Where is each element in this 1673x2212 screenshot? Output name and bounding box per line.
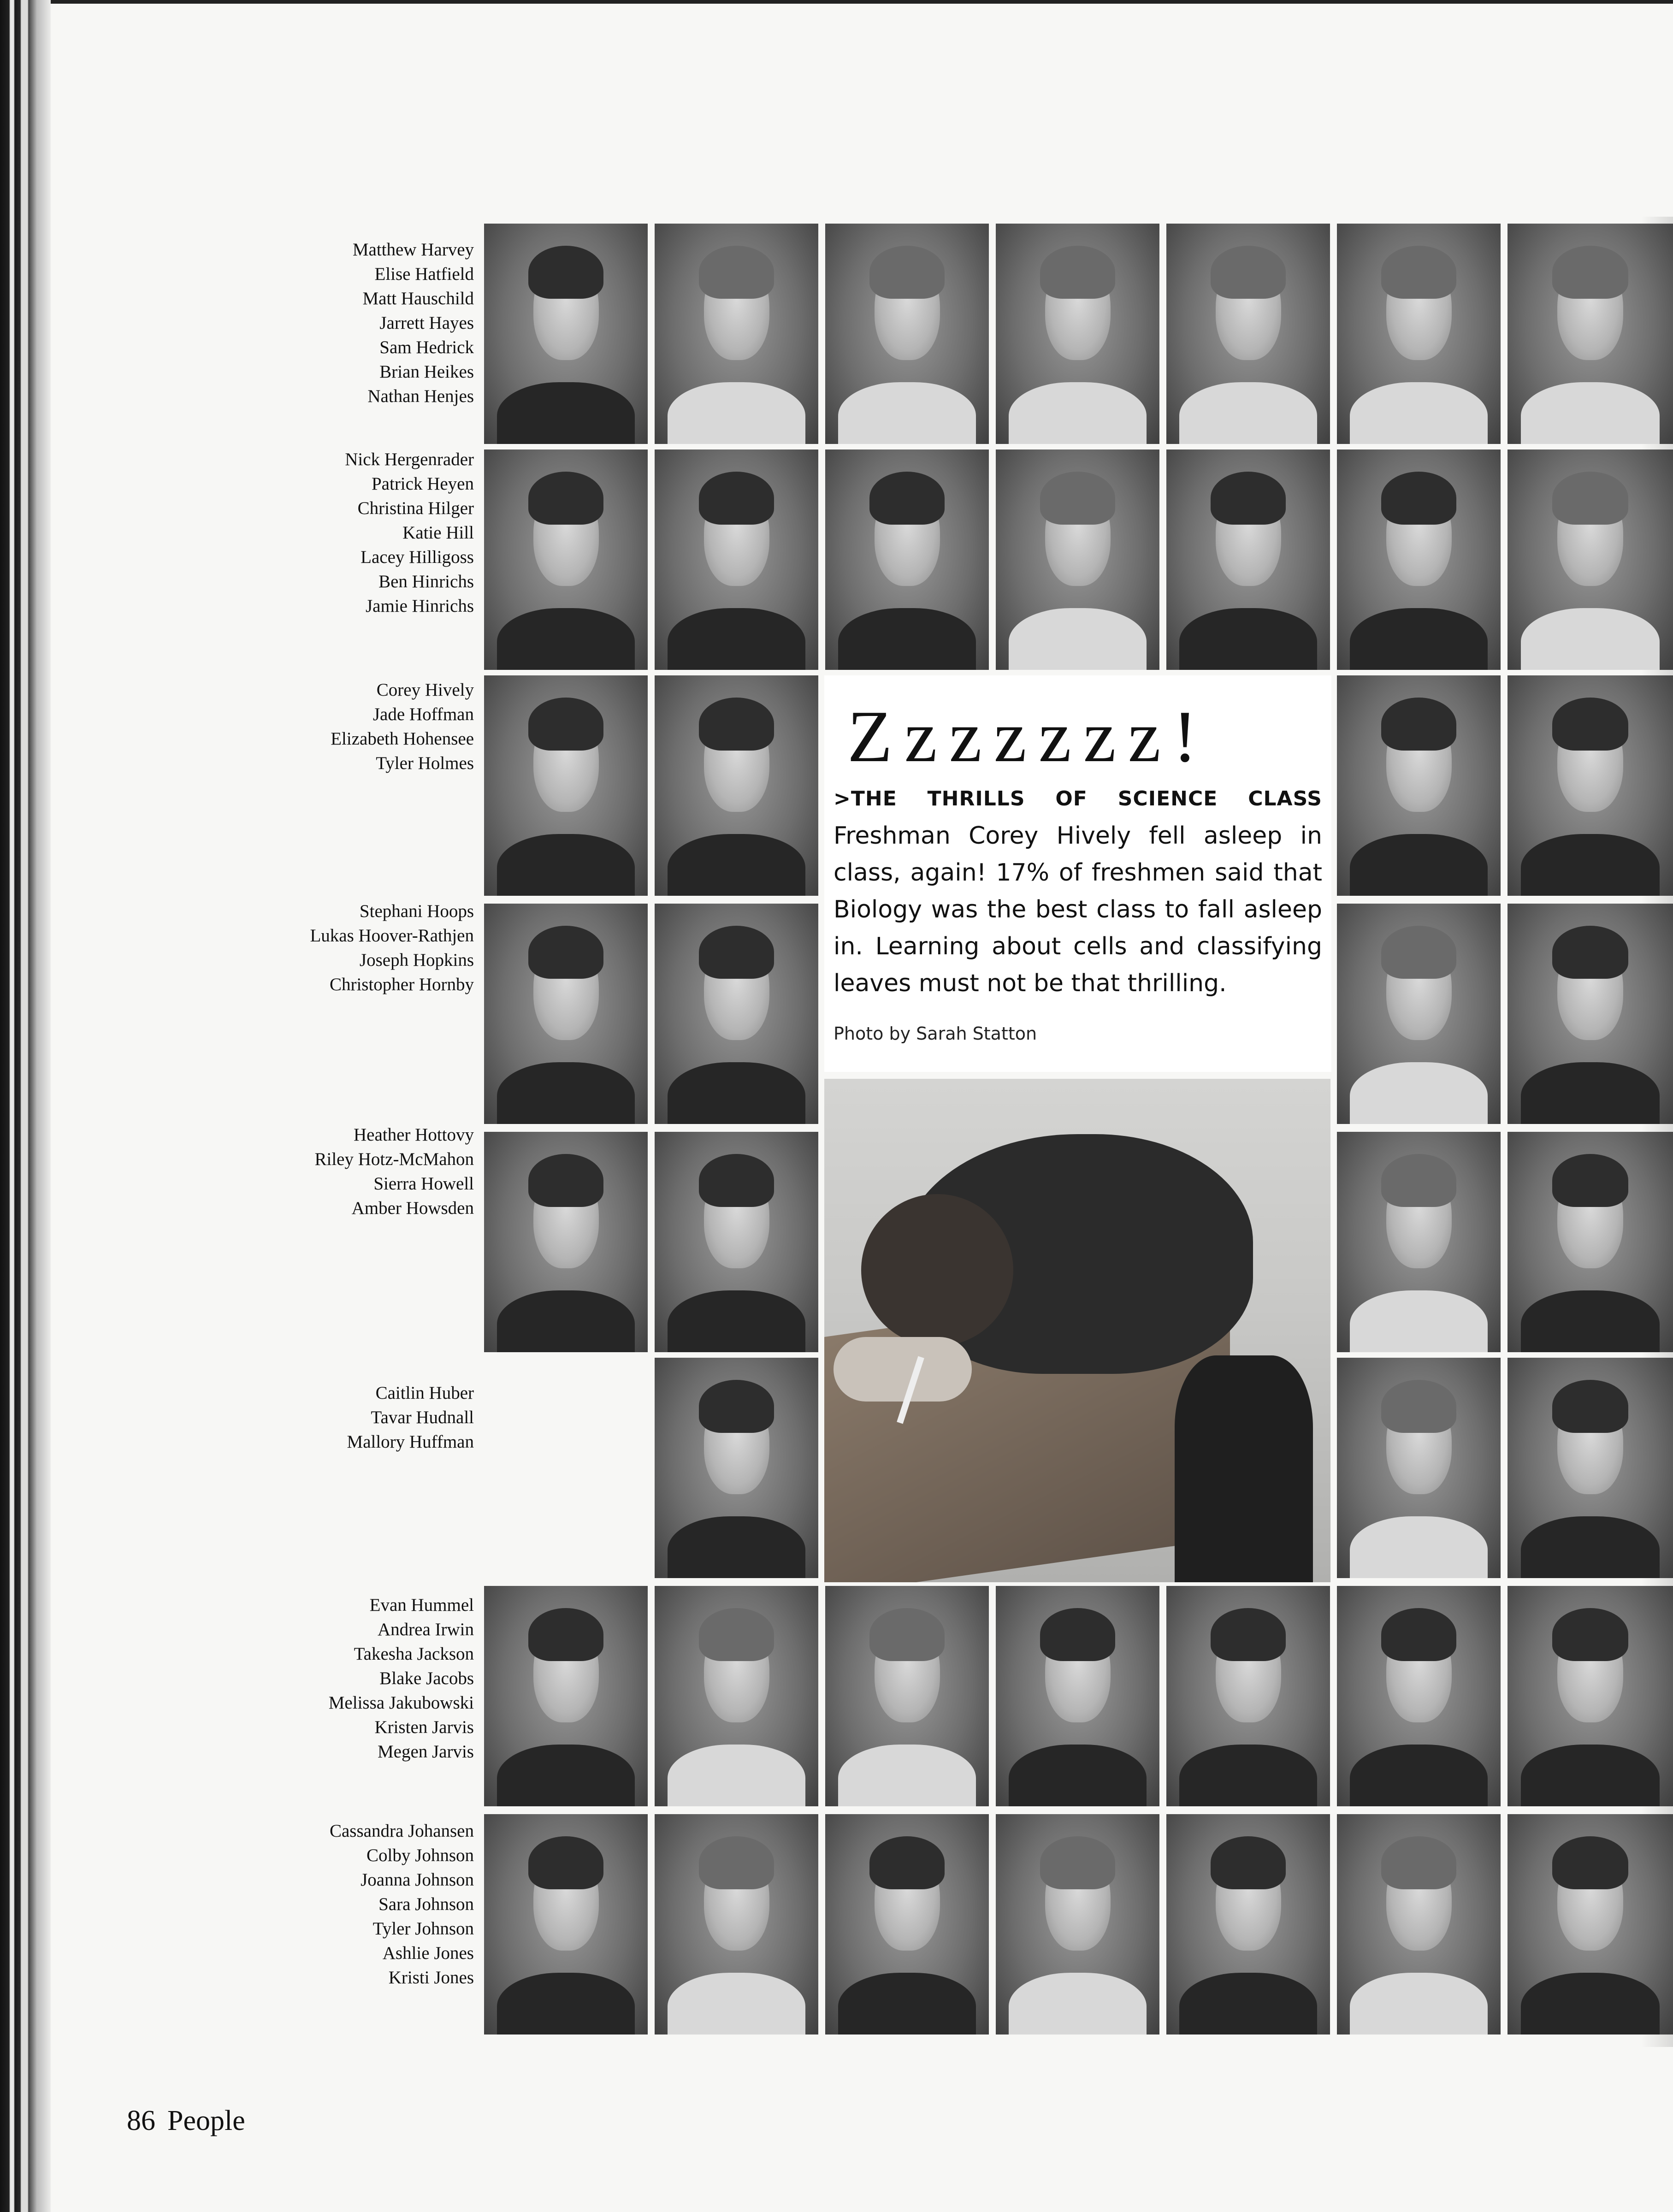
student-portrait	[1507, 1358, 1673, 1578]
student-portrait	[1507, 449, 1673, 670]
portrait-shoulders-shape	[1350, 382, 1487, 444]
student-portrait	[1337, 675, 1501, 896]
feature-body-text: Freshman Corey Hively fell asleep in class, again! 17% of freshmen said that Biology was the best class to fall asleep in. Learning about cells and classifying leaves must not be that thrilling.	[834, 822, 1322, 997]
portrait-shoulders-shape	[838, 382, 975, 444]
student-name: Blake Jacobs	[379, 1668, 474, 1688]
section-name: People	[167, 2105, 245, 2136]
portrait-hair-shape	[1552, 1608, 1628, 1661]
portrait-hair-shape	[699, 246, 774, 299]
portrait-shoulders-shape	[838, 1745, 975, 1806]
page-top-edge	[0, 0, 1673, 4]
portrait-hair-shape	[869, 1836, 945, 1889]
student-name: Sierra Howell	[373, 1174, 474, 1194]
student-portrait	[1507, 904, 1673, 1124]
portrait-shoulders-shape	[668, 1973, 805, 2035]
portrait-shoulders-shape	[1521, 834, 1660, 896]
portrait-shoulders-shape	[668, 1745, 805, 1806]
student-portrait	[484, 449, 648, 670]
student-portrait	[484, 224, 648, 444]
portrait-hair-shape	[1040, 1836, 1115, 1889]
student-portrait	[1337, 1814, 1501, 2035]
student-name: Nick Hergenrader	[345, 449, 474, 469]
portrait-shoulders-shape	[1521, 1973, 1660, 2035]
portrait-shoulders-shape	[1179, 1745, 1317, 1806]
portrait-shoulders-shape	[1521, 1062, 1660, 1124]
student-portrait	[825, 1814, 989, 2035]
portrait-hair-shape	[1211, 1608, 1286, 1661]
student-name: Stephani Hoops	[359, 901, 474, 921]
student-name: Sam Hedrick	[379, 337, 474, 357]
student-portrait	[484, 904, 648, 1124]
portrait-hair-shape	[528, 246, 603, 299]
student-portrait	[655, 1586, 818, 1806]
student-name: Matt Hauschild	[362, 289, 474, 308]
portrait-shoulders-shape	[668, 1062, 805, 1124]
portrait-shoulders-shape	[668, 1516, 805, 1578]
portrait-shoulders-shape	[1521, 1516, 1660, 1578]
student-name: Melissa Jakubowski	[328, 1693, 474, 1713]
student-portrait	[1337, 1132, 1501, 1352]
feature-lead: >THE THRILLS OF SCIENCE CLASS	[834, 787, 1322, 810]
portrait-hair-shape	[1040, 472, 1115, 525]
book-binding-edge	[0, 0, 51, 2212]
portrait-shoulders-shape	[1350, 1973, 1487, 2035]
feature-caption	[824, 675, 1331, 1072]
student-name: Evan Hummel	[369, 1595, 474, 1615]
student-portrait	[655, 1132, 818, 1352]
student-portrait	[484, 675, 648, 896]
page-folio	[127, 2105, 245, 2137]
portrait-hair-shape	[699, 1154, 774, 1207]
name-list-row-7	[240, 1593, 474, 1764]
portrait-shoulders-shape	[1009, 1973, 1146, 2035]
portrait-hair-shape	[1211, 246, 1286, 299]
student-portrait	[996, 224, 1159, 444]
student-portrait	[1166, 224, 1330, 444]
feature-headline: Zzzzzzz!	[847, 695, 1210, 777]
portrait-shoulders-shape	[1350, 1290, 1487, 1352]
portrait-hair-shape	[1381, 472, 1456, 525]
student-portrait	[1166, 1586, 1330, 1806]
portrait-shoulders-shape	[668, 834, 805, 896]
student-name: Andrea Irwin	[378, 1620, 474, 1639]
portrait-shoulders-shape	[497, 1745, 634, 1806]
portrait-hair-shape	[869, 1608, 945, 1661]
portrait-shoulders-shape	[497, 1973, 634, 2035]
student-name: Lukas Hoover-Rathjen	[310, 926, 474, 946]
portrait-hair-shape	[1552, 1154, 1628, 1207]
student-portrait	[1337, 1586, 1501, 1806]
portrait-shoulders-shape	[668, 382, 805, 444]
student-portrait	[484, 1132, 648, 1352]
student-portrait	[1337, 224, 1501, 444]
portrait-shoulders-shape	[497, 608, 634, 670]
portrait-shoulders-shape	[1350, 1516, 1487, 1578]
student-name: Jamie Hinrichs	[365, 596, 474, 616]
student-portrait	[1337, 904, 1501, 1124]
student-name: Megen Jarvis	[377, 1742, 474, 1762]
portrait-hair-shape	[1381, 1608, 1456, 1661]
student-name: Takesha Jackson	[354, 1644, 474, 1664]
student-name: Kristen Jarvis	[374, 1717, 474, 1737]
student-name: Ashlie Jones	[382, 1943, 474, 1963]
student-name: Mallory Huffman	[347, 1432, 474, 1452]
portrait-shoulders-shape	[1179, 1973, 1317, 2035]
arm-shape	[834, 1337, 972, 1402]
portrait-shoulders-shape	[1350, 608, 1487, 670]
portrait-shoulders-shape	[1521, 608, 1660, 670]
student-portrait	[996, 449, 1159, 670]
portrait-shoulders-shape	[1521, 382, 1660, 444]
portrait-shoulders-shape	[1179, 382, 1317, 444]
portrait-hair-shape	[1552, 1380, 1628, 1433]
portrait-hair-shape	[1040, 1608, 1115, 1661]
student-portrait	[655, 449, 818, 670]
portrait-hair-shape	[699, 1836, 774, 1889]
student-portrait	[825, 224, 989, 444]
student-portrait	[825, 1586, 989, 1806]
student-portrait	[484, 1814, 648, 2035]
student-portrait	[655, 1814, 818, 2035]
student-name: Elise Hatfield	[374, 264, 474, 284]
student-portrait	[655, 224, 818, 444]
portrait-hair-shape	[1040, 246, 1115, 299]
student-portrait	[655, 675, 818, 896]
name-list-row-3	[240, 678, 474, 775]
student-name: Nathan Henjes	[367, 386, 474, 406]
student-name: Joseph Hopkins	[359, 950, 474, 970]
sleeping-head-shape	[861, 1194, 1013, 1346]
portrait-hair-shape	[528, 1836, 603, 1889]
feature-body	[834, 779, 1322, 1002]
student-portrait	[484, 1586, 648, 1806]
student-name: Katie Hill	[402, 523, 474, 543]
portrait-shoulders-shape	[1179, 608, 1317, 670]
name-list-row-5	[240, 1123, 474, 1220]
student-name: Lacey Hilligoss	[361, 547, 474, 567]
student-name: Jade Hoffman	[372, 704, 474, 724]
portrait-hair-shape	[1381, 926, 1456, 979]
student-portrait	[1507, 224, 1673, 444]
portrait-shoulders-shape	[1350, 834, 1487, 896]
student-name: Cassandra Johansen	[329, 1821, 474, 1841]
student-name: Riley Hotz-McMahon	[314, 1149, 474, 1169]
portrait-shoulders-shape	[838, 1973, 975, 2035]
student-name: Christopher Hornby	[329, 975, 474, 994]
student-name: Elizabeth Hohensee	[331, 729, 474, 749]
student-name: Corey Hively	[376, 680, 474, 700]
portrait-shoulders-shape	[1009, 382, 1146, 444]
student-portrait	[825, 449, 989, 670]
name-list-row-6	[240, 1381, 474, 1454]
portrait-hair-shape	[869, 472, 945, 525]
name-list-row-1	[240, 237, 474, 408]
name-list-row-4	[240, 899, 474, 997]
student-name: Caitlin Huber	[375, 1383, 474, 1403]
page-number: 86	[127, 2105, 155, 2136]
portrait-hair-shape	[528, 1608, 603, 1661]
student-portrait	[1166, 1814, 1330, 2035]
portrait-hair-shape	[528, 472, 603, 525]
portrait-hair-shape	[699, 926, 774, 979]
portrait-hair-shape	[1552, 698, 1628, 751]
portrait-shoulders-shape	[1521, 1745, 1660, 1806]
portrait-hair-shape	[1381, 1380, 1456, 1433]
student-portrait	[1166, 449, 1330, 670]
portrait-shoulders-shape	[668, 1290, 805, 1352]
student-portrait	[655, 904, 818, 1124]
portrait-shoulders-shape	[497, 834, 634, 896]
student-name: Christina Hilger	[357, 498, 474, 518]
portrait-shoulders-shape	[838, 608, 975, 670]
photo-credit: Photo by Sarah Statton	[834, 1023, 1037, 1044]
student-name: Ben Hinrichs	[378, 572, 474, 591]
student-name: Patrick Heyen	[371, 474, 474, 494]
student-name: Kristi Jones	[388, 1968, 474, 1987]
student-portrait	[1337, 1358, 1501, 1578]
portrait-shoulders-shape	[497, 1290, 634, 1352]
portrait-hair-shape	[1552, 1836, 1628, 1889]
student-name: Jarrett Hayes	[379, 313, 474, 333]
student-portrait	[655, 1358, 818, 1578]
student-name: Matthew Harvey	[352, 240, 474, 260]
portrait-shoulders-shape	[1009, 1745, 1146, 1806]
student-name: Tavar Hudnall	[371, 1408, 474, 1427]
portrait-hair-shape	[1552, 926, 1628, 979]
name-list-row-2	[240, 447, 474, 618]
portrait-shoulders-shape	[668, 608, 805, 670]
portrait-shoulders-shape	[497, 382, 634, 444]
portrait-hair-shape	[1552, 472, 1628, 525]
portrait-hair-shape	[1381, 1154, 1456, 1207]
portrait-hair-shape	[1381, 698, 1456, 751]
portrait-shoulders-shape	[1521, 1290, 1660, 1352]
student-name: Tyler Johnson	[372, 1919, 474, 1939]
portrait-hair-shape	[1552, 246, 1628, 299]
figure-legs-shape	[1175, 1355, 1313, 1582]
portrait-hair-shape	[1211, 472, 1286, 525]
portrait-hair-shape	[1211, 1836, 1286, 1889]
student-name: Tyler Holmes	[376, 753, 474, 773]
portrait-hair-shape	[528, 1154, 603, 1207]
portrait-hair-shape	[699, 472, 774, 525]
portrait-hair-shape	[869, 246, 945, 299]
portrait-shoulders-shape	[1350, 1745, 1487, 1806]
name-list-row-8	[240, 1819, 474, 1990]
student-name: Joanna Johnson	[361, 1870, 474, 1890]
student-portrait	[1507, 1586, 1673, 1806]
feature-photo	[824, 1079, 1330, 1582]
student-portrait	[1507, 1814, 1673, 2035]
portrait-hair-shape	[1381, 246, 1456, 299]
student-portrait	[996, 1814, 1159, 2035]
student-name: Colby Johnson	[367, 1845, 474, 1865]
student-name: Brian Heikes	[379, 362, 474, 382]
student-name: Heather Hottovy	[353, 1125, 474, 1145]
portrait-hair-shape	[699, 1380, 774, 1433]
student-portrait	[1507, 675, 1673, 896]
portrait-hair-shape	[699, 698, 774, 751]
portrait-hair-shape	[1381, 1836, 1456, 1889]
portrait-shoulders-shape	[497, 1062, 634, 1124]
student-portrait	[996, 1586, 1159, 1806]
portrait-hair-shape	[528, 926, 603, 979]
portrait-shoulders-shape	[1350, 1062, 1487, 1124]
student-name: Amber Howsden	[351, 1198, 474, 1218]
student-name: Sara Johnson	[378, 1894, 474, 1914]
portrait-shoulders-shape	[1009, 608, 1146, 670]
student-portrait	[1337, 449, 1501, 670]
portrait-hair-shape	[699, 1608, 774, 1661]
student-portrait	[1507, 1132, 1673, 1352]
portrait-hair-shape	[528, 698, 603, 751]
